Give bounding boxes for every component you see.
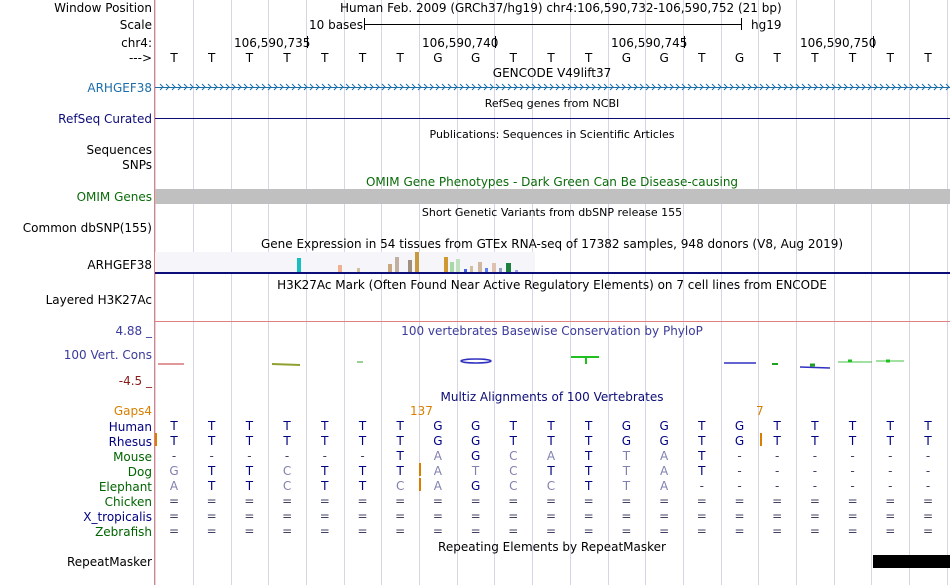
aligned-base: = [545, 524, 557, 538]
aligned-base: = [282, 509, 293, 523]
aligned-base: = [319, 524, 330, 538]
species-label[interactable]: Dog [127, 465, 152, 479]
aligned-base: T [321, 464, 329, 478]
refseq-track-label[interactable]: RefSeq Curated [58, 112, 152, 126]
aligned-base: T [811, 434, 819, 448]
phylop-track-label[interactable]: 100 Vert. Cons [63, 348, 152, 362]
aligned-base: T [396, 449, 404, 463]
alignment-row [0, 494, 950, 509]
aligned-base: T [208, 464, 216, 478]
aligned-base: - [850, 464, 855, 478]
aligned-base: - [737, 479, 742, 493]
h3k27ac-track-label[interactable]: Layered H3K27Ac [45, 293, 152, 307]
gap-marker [419, 463, 421, 476]
aligned-base: T [358, 464, 367, 478]
reference-base-letter: G [470, 51, 481, 65]
aligned-base: G [659, 434, 669, 448]
gencode-track-title[interactable]: GENCODE V49lift37 [492, 66, 612, 80]
aligned-base: T [170, 434, 178, 448]
omim-track-label[interactable]: OMIM Genes [76, 190, 152, 204]
chrom-label: chr4: [121, 36, 152, 50]
omim-track-title[interactable]: OMIM Gene Phenotypes - Dark Green Can Be Disease-causing [365, 175, 739, 189]
aligned-base: T [547, 434, 555, 448]
aligned-base: = [357, 524, 368, 538]
aligned-base: = [772, 494, 783, 508]
aligned-base: C [282, 479, 292, 493]
aligned-base: T [471, 464, 480, 478]
aligned-base: = [470, 524, 481, 538]
gencode-track-label[interactable]: ARHGEF38 [87, 81, 152, 95]
aligned-base: T [547, 464, 555, 478]
aligned-base: T [245, 464, 254, 478]
aligned-base: - [888, 449, 893, 463]
aligned-base: = [395, 494, 406, 508]
aligned-base: = [734, 494, 745, 508]
aligned-base: - [812, 449, 818, 463]
aligned-base: = [583, 524, 594, 538]
aligned-base: = [470, 509, 481, 523]
aligned-base: G [734, 419, 745, 433]
aligned-base: T [509, 419, 517, 433]
aligned-base: T [170, 419, 178, 433]
reference-base-letter: T [509, 51, 517, 65]
aligned-base: G [659, 419, 669, 433]
alignment-row [0, 449, 950, 464]
reference-base-letter: T [848, 51, 857, 65]
aligned-base: T [321, 434, 329, 448]
aligned-base: C [282, 464, 292, 478]
reference-base-letter: T [698, 51, 706, 65]
aligned-base: T [283, 434, 291, 448]
aligned-base: = [621, 494, 632, 508]
dbsnp-track-title[interactable]: Short Genetic Variants from dbSNP release 155 [421, 206, 683, 219]
aligned-base: = [621, 509, 632, 523]
reference-base-letter: T [396, 51, 404, 65]
publications-track-label-snps[interactable]: SNPs [122, 158, 152, 172]
aligned-base: T [698, 449, 706, 463]
scale-label: Scale [119, 18, 152, 32]
aligned-base: T [509, 434, 517, 448]
aligned-base: T [924, 434, 932, 448]
aligned-base: A [659, 449, 669, 463]
reference-base-letter: T [245, 51, 254, 65]
aligned-base: = [809, 524, 820, 538]
aligned-base: G [470, 449, 481, 463]
multiz-track-title[interactable]: Multiz Alignments of 100 Vertebrates [440, 390, 664, 404]
aligned-base: - [850, 479, 855, 493]
aligned-base: C [509, 449, 518, 463]
dbsnp-track-label[interactable]: Common dbSNP(155) [22, 221, 152, 235]
reference-base-letter: T [283, 51, 291, 65]
publications-track-title[interactable]: Publications: Sequences in Scientific Articles [429, 128, 675, 141]
scale-text: 10 bases [309, 18, 363, 32]
aligned-base: T [773, 419, 781, 433]
h3k27ac-track-title[interactable]: H3K27Ac Mark (Often Found Near Active Regulatory Elements) on 7 cell lines from ENCODE [277, 278, 827, 292]
aligned-base: - [850, 449, 855, 463]
aligned-base: - [171, 449, 177, 463]
aligned-base: = [847, 509, 858, 523]
aligned-base: T [208, 419, 216, 433]
aligned-base: = [395, 509, 406, 523]
aligned-base: C [509, 464, 518, 478]
aligned-base: = [357, 494, 368, 508]
multiz-gap-count: 137 [410, 404, 433, 418]
aligned-base: = [922, 509, 934, 523]
aligned-base: = [885, 509, 896, 523]
aligned-base: = [621, 524, 632, 538]
aligned-base: = [885, 494, 896, 508]
aligned-base: - [737, 449, 742, 463]
aligned-base: T [245, 479, 254, 493]
aligned-base: = [847, 524, 858, 538]
species-label[interactable]: Human [108, 420, 152, 434]
multiz-gaps-label: Gaps4 [113, 404, 152, 418]
position-tick-label: 106,590,735 [234, 36, 311, 50]
species-label[interactable]: Mouse [113, 450, 152, 464]
aligned-base: T [321, 479, 329, 493]
phylop-max-label: 4.88 _ [115, 324, 152, 338]
refseq-track-title[interactable]: RefSeq genes from NCBI [484, 97, 620, 110]
reference-base-letter: T [208, 51, 216, 65]
aligned-base: T [396, 419, 404, 433]
phylop-mark [461, 359, 491, 363]
aligned-base: G [621, 419, 632, 433]
reference-base-letter: T [924, 51, 932, 65]
aligned-base: T [208, 434, 216, 448]
reference-base-letter: T [585, 51, 593, 65]
position-tick-label: 106,590,750 [800, 36, 877, 50]
reference-base-letter: G [621, 51, 632, 65]
repeat-element[interactable] [873, 555, 950, 568]
gtex-track-label[interactable]: ARHGEF38 [87, 258, 152, 272]
window-position-label: Window Position [54, 1, 152, 15]
aligned-base: T [848, 419, 857, 433]
reference-base-letter: G [659, 51, 669, 65]
aligned-base: = [168, 509, 180, 523]
db-label: hg19 [751, 18, 782, 32]
gtex-track-title[interactable]: Gene Expression in 54 tissues from GTEx RNA-seq of 17382 samples, 948 donors (V8, Aug 2019) [260, 237, 844, 251]
reference-base-letter: T [358, 51, 367, 65]
aligned-base: = [545, 509, 557, 523]
aligned-base: T [698, 434, 706, 448]
aligned-base: T [585, 419, 593, 433]
aligned-base: A [546, 449, 556, 463]
aligned-base: = [922, 524, 934, 538]
aligned-base: T [585, 449, 593, 463]
reference-base-letter: T [773, 51, 781, 65]
alignment-row [0, 464, 950, 479]
aligned-base: T [396, 434, 404, 448]
reference-base-letter: T [811, 51, 819, 65]
aligned-base: = [885, 524, 896, 538]
species-label[interactable]: Zebrafish [95, 525, 152, 539]
aligned-base: = [772, 509, 783, 523]
aligned-base: = [696, 494, 707, 508]
repeatmasker-track-label[interactable]: RepeatMasker [66, 555, 152, 569]
aligned-base: = [244, 494, 255, 508]
alignment-row [0, 419, 950, 434]
aligned-base: G [470, 419, 481, 433]
strand-label: ---> [128, 51, 152, 65]
aligned-base: - [775, 449, 780, 463]
aligned-base: G [433, 419, 443, 433]
gap-marker [419, 478, 421, 491]
aligned-base: T [283, 419, 291, 433]
alignment-row [0, 479, 950, 494]
aligned-base: = [168, 494, 180, 508]
reference-base-letter: T [321, 51, 329, 65]
aligned-base: A [659, 464, 669, 478]
aligned-base: - [888, 479, 893, 493]
position-tick-label: 106,590,740 [422, 36, 499, 50]
assembly-position-text[interactable]: Human Feb. 2009 (GRCh37/hg19) chr4:106,590,732-106,590,752 (21 bp) [340, 1, 782, 15]
aligned-base: - [775, 464, 780, 478]
aligned-base: = [206, 494, 217, 508]
aligned-base: A [169, 479, 179, 493]
aligned-base: = [583, 494, 594, 508]
aligned-base: A [433, 464, 442, 478]
aligned-base: T [245, 434, 254, 448]
phylop-min-label: -4.5 _ [118, 374, 152, 388]
position-tick-label: 106,590,745 [611, 36, 688, 50]
aligned-base: = [734, 509, 745, 523]
aligned-base: = [432, 494, 443, 508]
aligned-base: - [925, 479, 931, 493]
aligned-base: T [396, 464, 404, 478]
aligned-base: = [696, 524, 707, 538]
aligned-base: = [206, 524, 217, 538]
aligned-base: = [809, 494, 820, 508]
aligned-base: T [321, 419, 329, 433]
aligned-base: T [773, 434, 781, 448]
aligned-base: T [698, 464, 706, 478]
aligned-base: = [206, 509, 217, 523]
aligned-base: - [360, 449, 365, 463]
alignment-row [0, 434, 950, 449]
aligned-base: - [699, 479, 704, 493]
aligned-base: = [583, 509, 594, 523]
gap-marker [155, 433, 157, 446]
aligned-base: = [772, 524, 783, 538]
reference-base-letter: G [433, 51, 443, 65]
aligned-base: T [886, 434, 894, 448]
reference-base-letter: G [734, 51, 745, 65]
aligned-base: = [432, 524, 443, 538]
aligned-base: - [925, 449, 931, 463]
aligned-base: = [470, 494, 481, 508]
aligned-base: G [470, 434, 481, 448]
alignment-row [0, 509, 950, 524]
phylop-mark [800, 367, 830, 368]
reference-base-letter: T [170, 51, 178, 65]
aligned-base: T [358, 479, 367, 493]
aligned-base: T [358, 434, 367, 448]
aligned-base: T [811, 419, 819, 433]
aligned-base: C [509, 479, 518, 493]
aligned-base: C [395, 479, 405, 493]
aligned-base: T [924, 419, 932, 433]
aligned-base: = [319, 494, 330, 508]
aligned-base: T [585, 464, 593, 478]
aligned-base: T [245, 419, 254, 433]
aligned-base: T [208, 479, 216, 493]
aligned-base: = [508, 509, 519, 523]
aligned-base: T [547, 419, 555, 433]
aligned-base: - [812, 464, 818, 478]
species-label[interactable]: Chicken [104, 495, 152, 509]
aligned-base: G [470, 479, 481, 493]
repeatmasker-track-title[interactable]: Repeating Elements by RepeatMasker [438, 540, 666, 554]
phylop-mark [272, 364, 300, 365]
aligned-base: T [848, 434, 857, 448]
aligned-base: - [812, 479, 818, 493]
aligned-base: A [433, 449, 442, 463]
aligned-base: - [209, 449, 214, 463]
aligned-base: - [888, 464, 893, 478]
aligned-base: G [621, 434, 632, 448]
aligned-base: T [585, 434, 593, 448]
aligned-base: T [886, 419, 894, 433]
aligned-base: = [319, 509, 330, 523]
phylop-plot[interactable] [158, 357, 904, 368]
species-label[interactable]: X_tropicalis [83, 510, 152, 524]
aligned-base: = [508, 494, 519, 508]
aligned-base: = [659, 524, 670, 538]
species-label[interactable]: Rhesus [108, 435, 152, 449]
aligned-base: - [737, 464, 742, 478]
aligned-base: T [622, 464, 631, 478]
aligned-base: = [168, 524, 180, 538]
aligned-base: G [734, 434, 745, 448]
aligned-base: T [622, 479, 631, 493]
aligned-base: = [508, 524, 519, 538]
aligned-base: - [284, 449, 290, 463]
aligned-base: = [922, 494, 934, 508]
aligned-base: = [395, 524, 406, 538]
gap-marker [760, 433, 762, 446]
aligned-base: = [847, 494, 858, 508]
aligned-base: - [322, 449, 327, 463]
reference-base-letter: T [547, 51, 555, 65]
alignment-row [0, 524, 950, 539]
reference-base-letter: T [886, 51, 894, 65]
aligned-base: - [925, 464, 931, 478]
aligned-base: T [585, 479, 593, 493]
aligned-base: = [244, 524, 255, 538]
aligned-base: - [247, 449, 252, 463]
aligned-base: A [433, 479, 442, 493]
species-label[interactable]: Elephant [98, 480, 152, 494]
phylop-track-title[interactable]: 100 vertebrates Basewise Conservation by PhyloP [401, 324, 703, 338]
aligned-base: = [282, 524, 293, 538]
aligned-base: G [169, 464, 179, 478]
aligned-base: T [698, 419, 706, 433]
aligned-base: = [659, 509, 670, 523]
aligned-base: = [282, 494, 293, 508]
aligned-base: = [696, 509, 707, 523]
aligned-base: A [659, 479, 669, 493]
aligned-base: = [734, 524, 745, 538]
publications-track-label[interactable]: Sequences [86, 143, 152, 157]
aligned-base: = [357, 509, 368, 523]
aligned-base: G [433, 434, 443, 448]
aligned-base: C [546, 479, 556, 493]
multiz-gap-count: 7 [756, 404, 764, 418]
aligned-base: = [545, 494, 557, 508]
aligned-base: T [622, 449, 631, 463]
aligned-base: = [659, 494, 670, 508]
aligned-base: - [775, 479, 780, 493]
aligned-base: T [358, 419, 367, 433]
aligned-base: = [809, 509, 820, 523]
aligned-base: = [244, 509, 255, 523]
aligned-base: = [432, 509, 443, 523]
